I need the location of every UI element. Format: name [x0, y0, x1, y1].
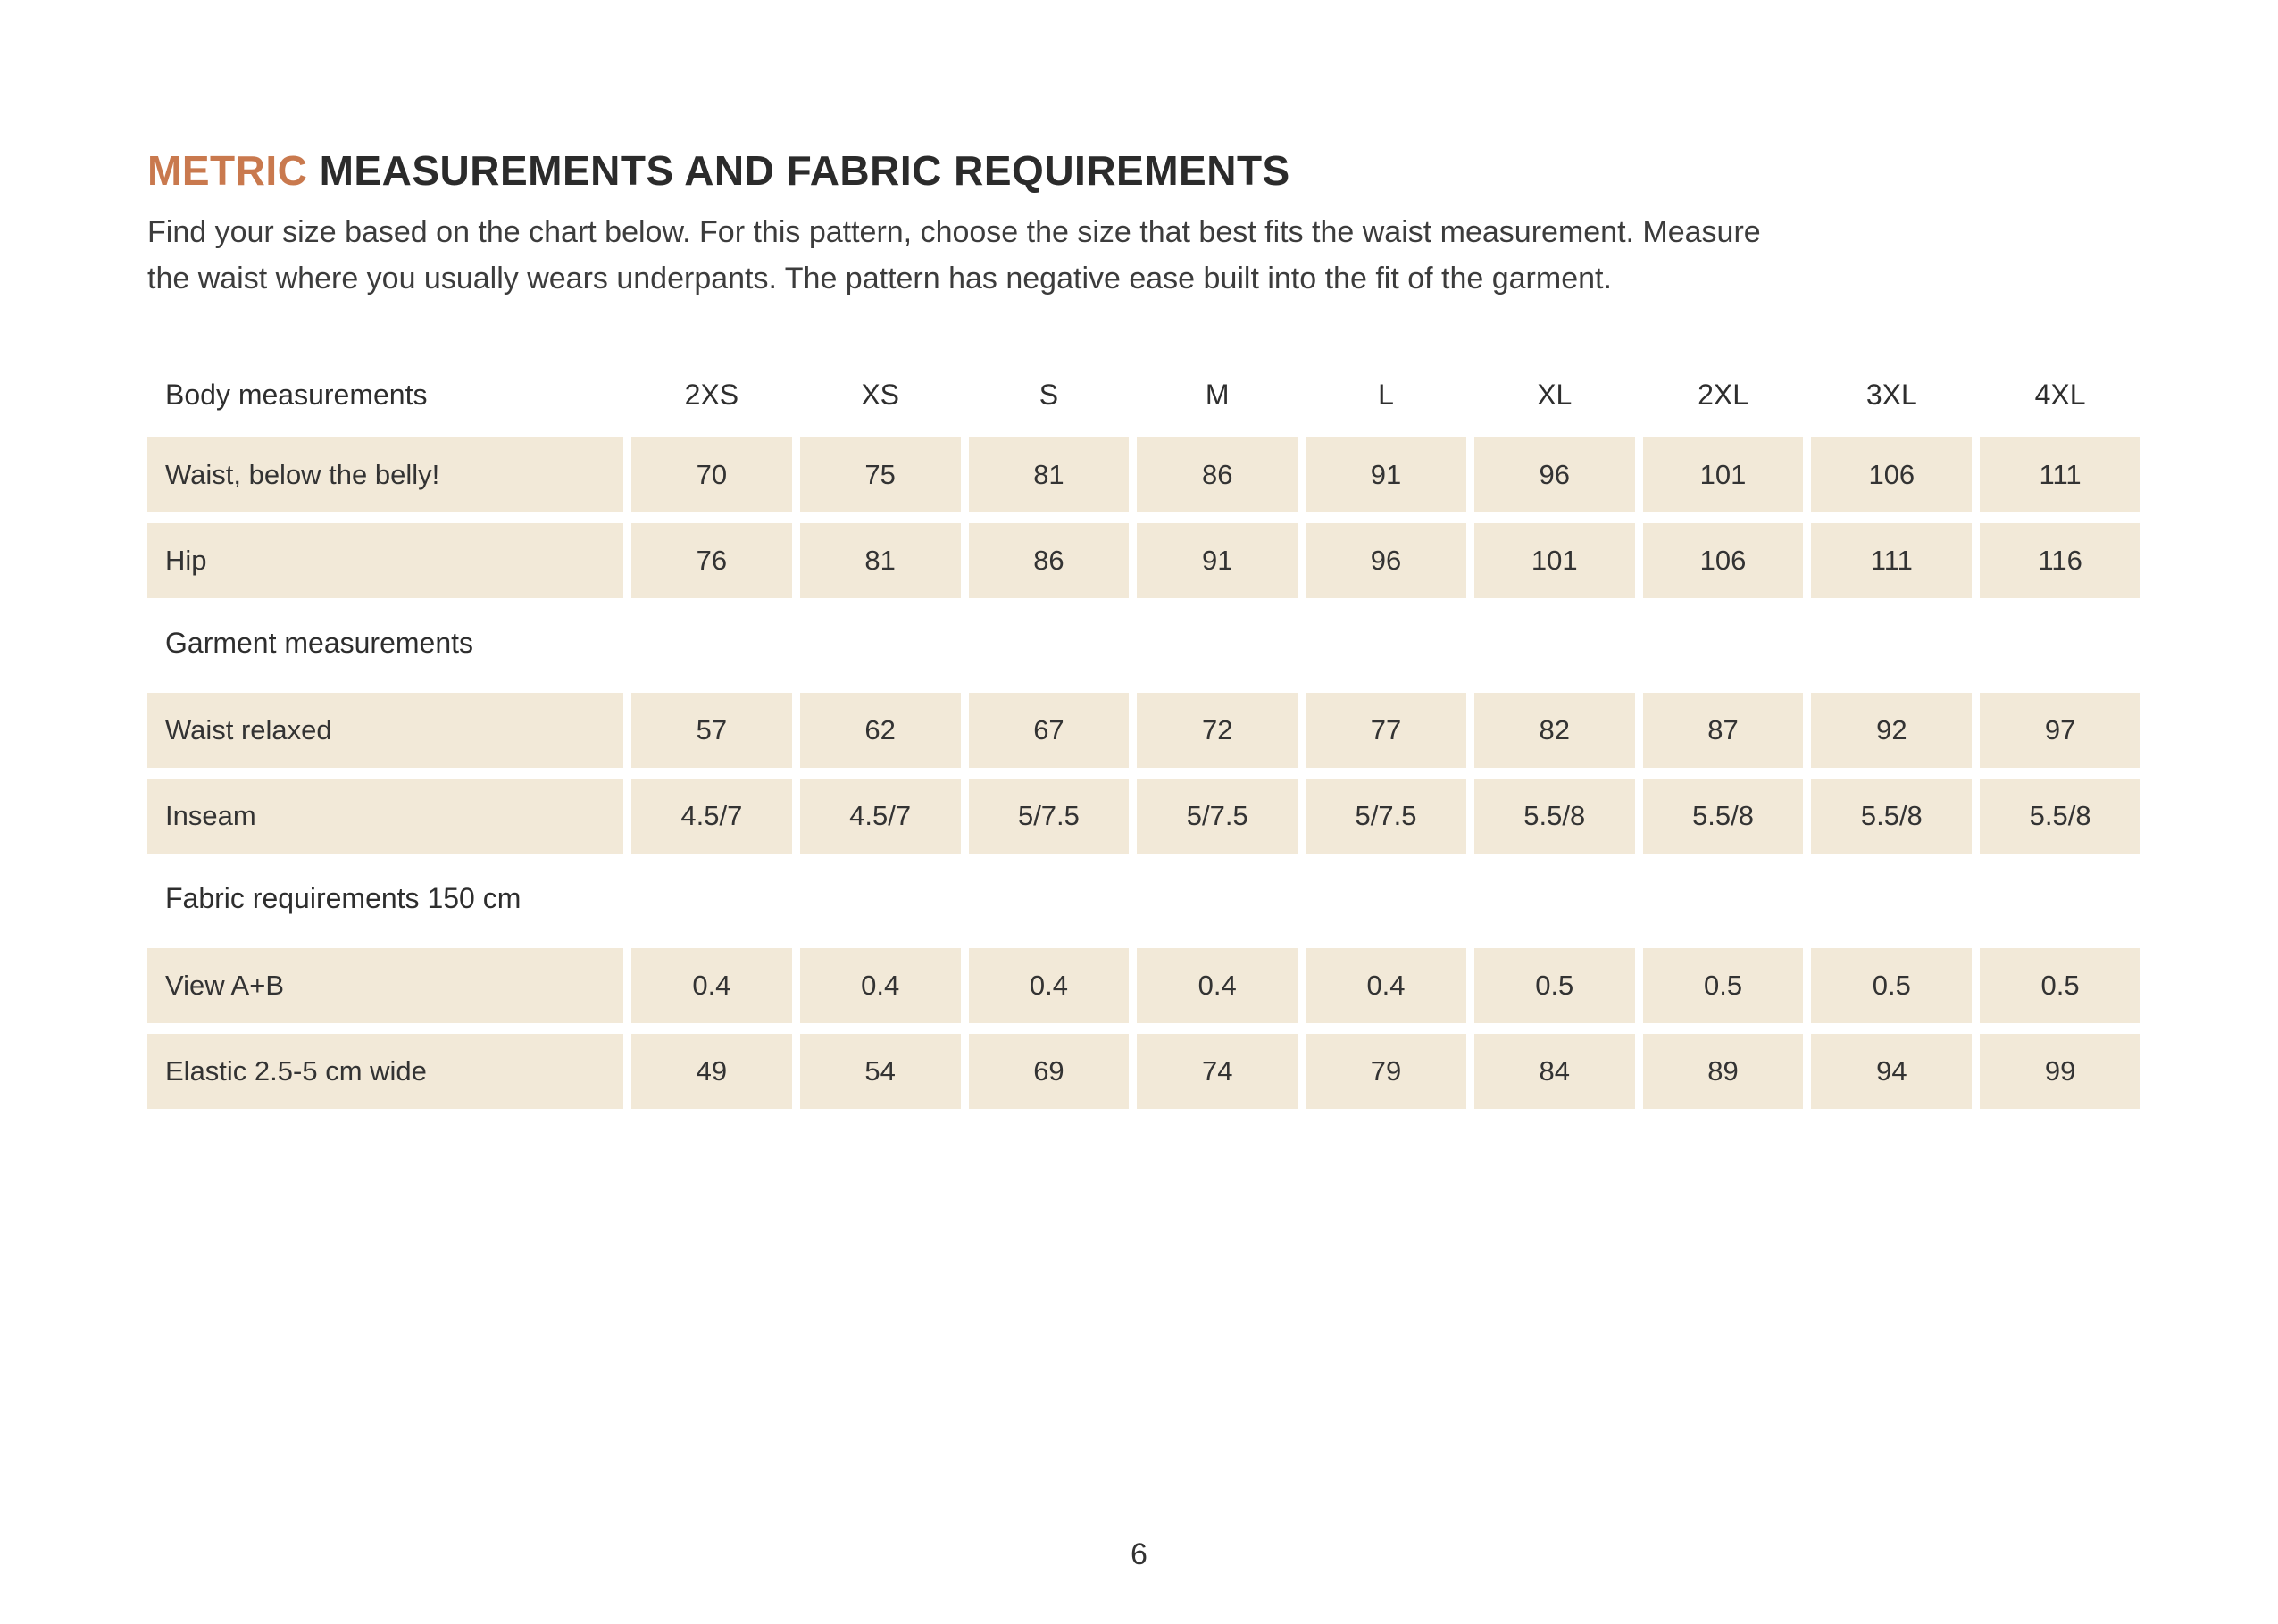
table-cell: 84 [1474, 1034, 1635, 1109]
table-cell: 81 [969, 437, 1130, 512]
table-cell: 82 [1474, 693, 1635, 768]
table-cell: 5.5/8 [1980, 779, 2140, 854]
table-header-row [147, 375, 2140, 416]
table-cell: 5.5/8 [1643, 779, 1804, 854]
column-header-size-s: S [1039, 379, 1059, 412]
table-cell: 86 [1137, 437, 1298, 512]
table-cell: 62 [800, 693, 961, 768]
table-cell: 97 [1980, 693, 2140, 768]
column-header-size-2xs: 2XS [684, 379, 739, 412]
table-cell: 0.4 [631, 948, 792, 1023]
table-cell: 111 [1980, 437, 2140, 512]
table-row-waist-relaxed [147, 693, 2140, 768]
table-cell: 0.5 [1811, 948, 1972, 1023]
row-label: View A+B [147, 948, 623, 1023]
table-cell: 106 [1643, 523, 1804, 598]
table-cell: 0.4 [1137, 948, 1298, 1023]
table-cell: 91 [1137, 523, 1298, 598]
table-cell: 75 [800, 437, 961, 512]
intro-line: Find your size based on the chart below. For this pattern, choose the size that best fits the waist measurement. Measure [147, 214, 1761, 249]
table-cell: 111 [1811, 523, 1972, 598]
row-label: Hip [147, 523, 623, 598]
table-row-hip [147, 523, 2140, 598]
table-cell: 5.5/8 [1811, 779, 1972, 854]
column-header-size-2xl: 2XL [1698, 379, 1749, 412]
table-cell: 0.4 [1306, 948, 1466, 1023]
table-cell: 86 [969, 523, 1130, 598]
table-cell: 76 [631, 523, 792, 598]
table-cell: 4.5/7 [631, 779, 792, 854]
table-cell: 67 [969, 693, 1130, 768]
table-cell: 94 [1811, 1034, 1972, 1109]
table-cell: 70 [631, 437, 792, 512]
page-number: 6 [1131, 1537, 1147, 1571]
column-header-size-4xl: 4XL [2034, 379, 2086, 412]
table-cell: 79 [1306, 1034, 1466, 1109]
page-title [147, 147, 2140, 195]
table-cell: 74 [1137, 1034, 1298, 1109]
column-header-size-xs: XS [861, 379, 899, 412]
size-chart-table [147, 375, 2140, 1109]
table-row-waist-below-belly [147, 437, 2140, 512]
table-cell: 5/7.5 [969, 779, 1130, 854]
table-cell: 49 [631, 1034, 792, 1109]
table-cell: 69 [969, 1034, 1130, 1109]
table-row-view-ab [147, 948, 2140, 1023]
table-cell: 77 [1306, 693, 1466, 768]
intro-line: the waist where you usually wears underpants. The pattern has negative ease built into the fit of the garment. [147, 261, 1612, 296]
title-main-text: MEASUREMENTS AND FABRIC REQUIREMENTS [307, 147, 1290, 194]
table-cell: 87 [1643, 693, 1804, 768]
table-cell: 54 [800, 1034, 961, 1109]
table-cell: 0.5 [1643, 948, 1804, 1023]
table-cell: 0.4 [969, 948, 1130, 1023]
row-label: Elastic 2.5-5 cm wide [147, 1034, 623, 1109]
title-accent-text: METRIC [147, 147, 308, 194]
table-cell: 81 [800, 523, 961, 598]
column-header-size-xl: XL [1537, 379, 1573, 412]
column-header-size-l: L [1378, 379, 1394, 412]
table-cell: 106 [1811, 437, 1972, 512]
table-cell: 57 [631, 693, 792, 768]
table-cell: 96 [1474, 437, 1635, 512]
table-cell: 99 [1980, 1034, 2140, 1109]
section-header-fabric: Fabric requirements 150 cm [165, 882, 522, 915]
table-row-inseam [147, 779, 2140, 854]
table-row-elastic [147, 1034, 2140, 1109]
table-cell: 5/7.5 [1137, 779, 1298, 854]
table-cell: 0.5 [1474, 948, 1635, 1023]
table-cell: 101 [1643, 437, 1804, 512]
table-cell: 116 [1980, 523, 2140, 598]
row-label: Inseam [147, 779, 623, 854]
table-cell: 4.5/7 [800, 779, 961, 854]
column-header-size-3xl: 3XL [1865, 379, 1917, 412]
table-cell: 96 [1306, 523, 1466, 598]
table-cell: 72 [1137, 693, 1298, 768]
section-header-garment: Garment measurements [165, 627, 474, 660]
table-cell: 5.5/8 [1474, 779, 1635, 854]
table-cell: 101 [1474, 523, 1635, 598]
table-cell: 0.4 [800, 948, 961, 1023]
row-label: Waist relaxed [147, 693, 623, 768]
table-cell: 92 [1811, 693, 1972, 768]
table-cell: 5/7.5 [1306, 779, 1466, 854]
column-header-body-measurements: Body measurements [165, 379, 428, 412]
table-cell: 91 [1306, 437, 1466, 512]
row-label: Waist, below the belly! [147, 437, 623, 512]
table-cell: 89 [1643, 1034, 1804, 1109]
table-cell: 0.5 [1980, 948, 2140, 1023]
intro-paragraph [147, 209, 2140, 302]
column-header-size-m: M [1205, 379, 1230, 412]
